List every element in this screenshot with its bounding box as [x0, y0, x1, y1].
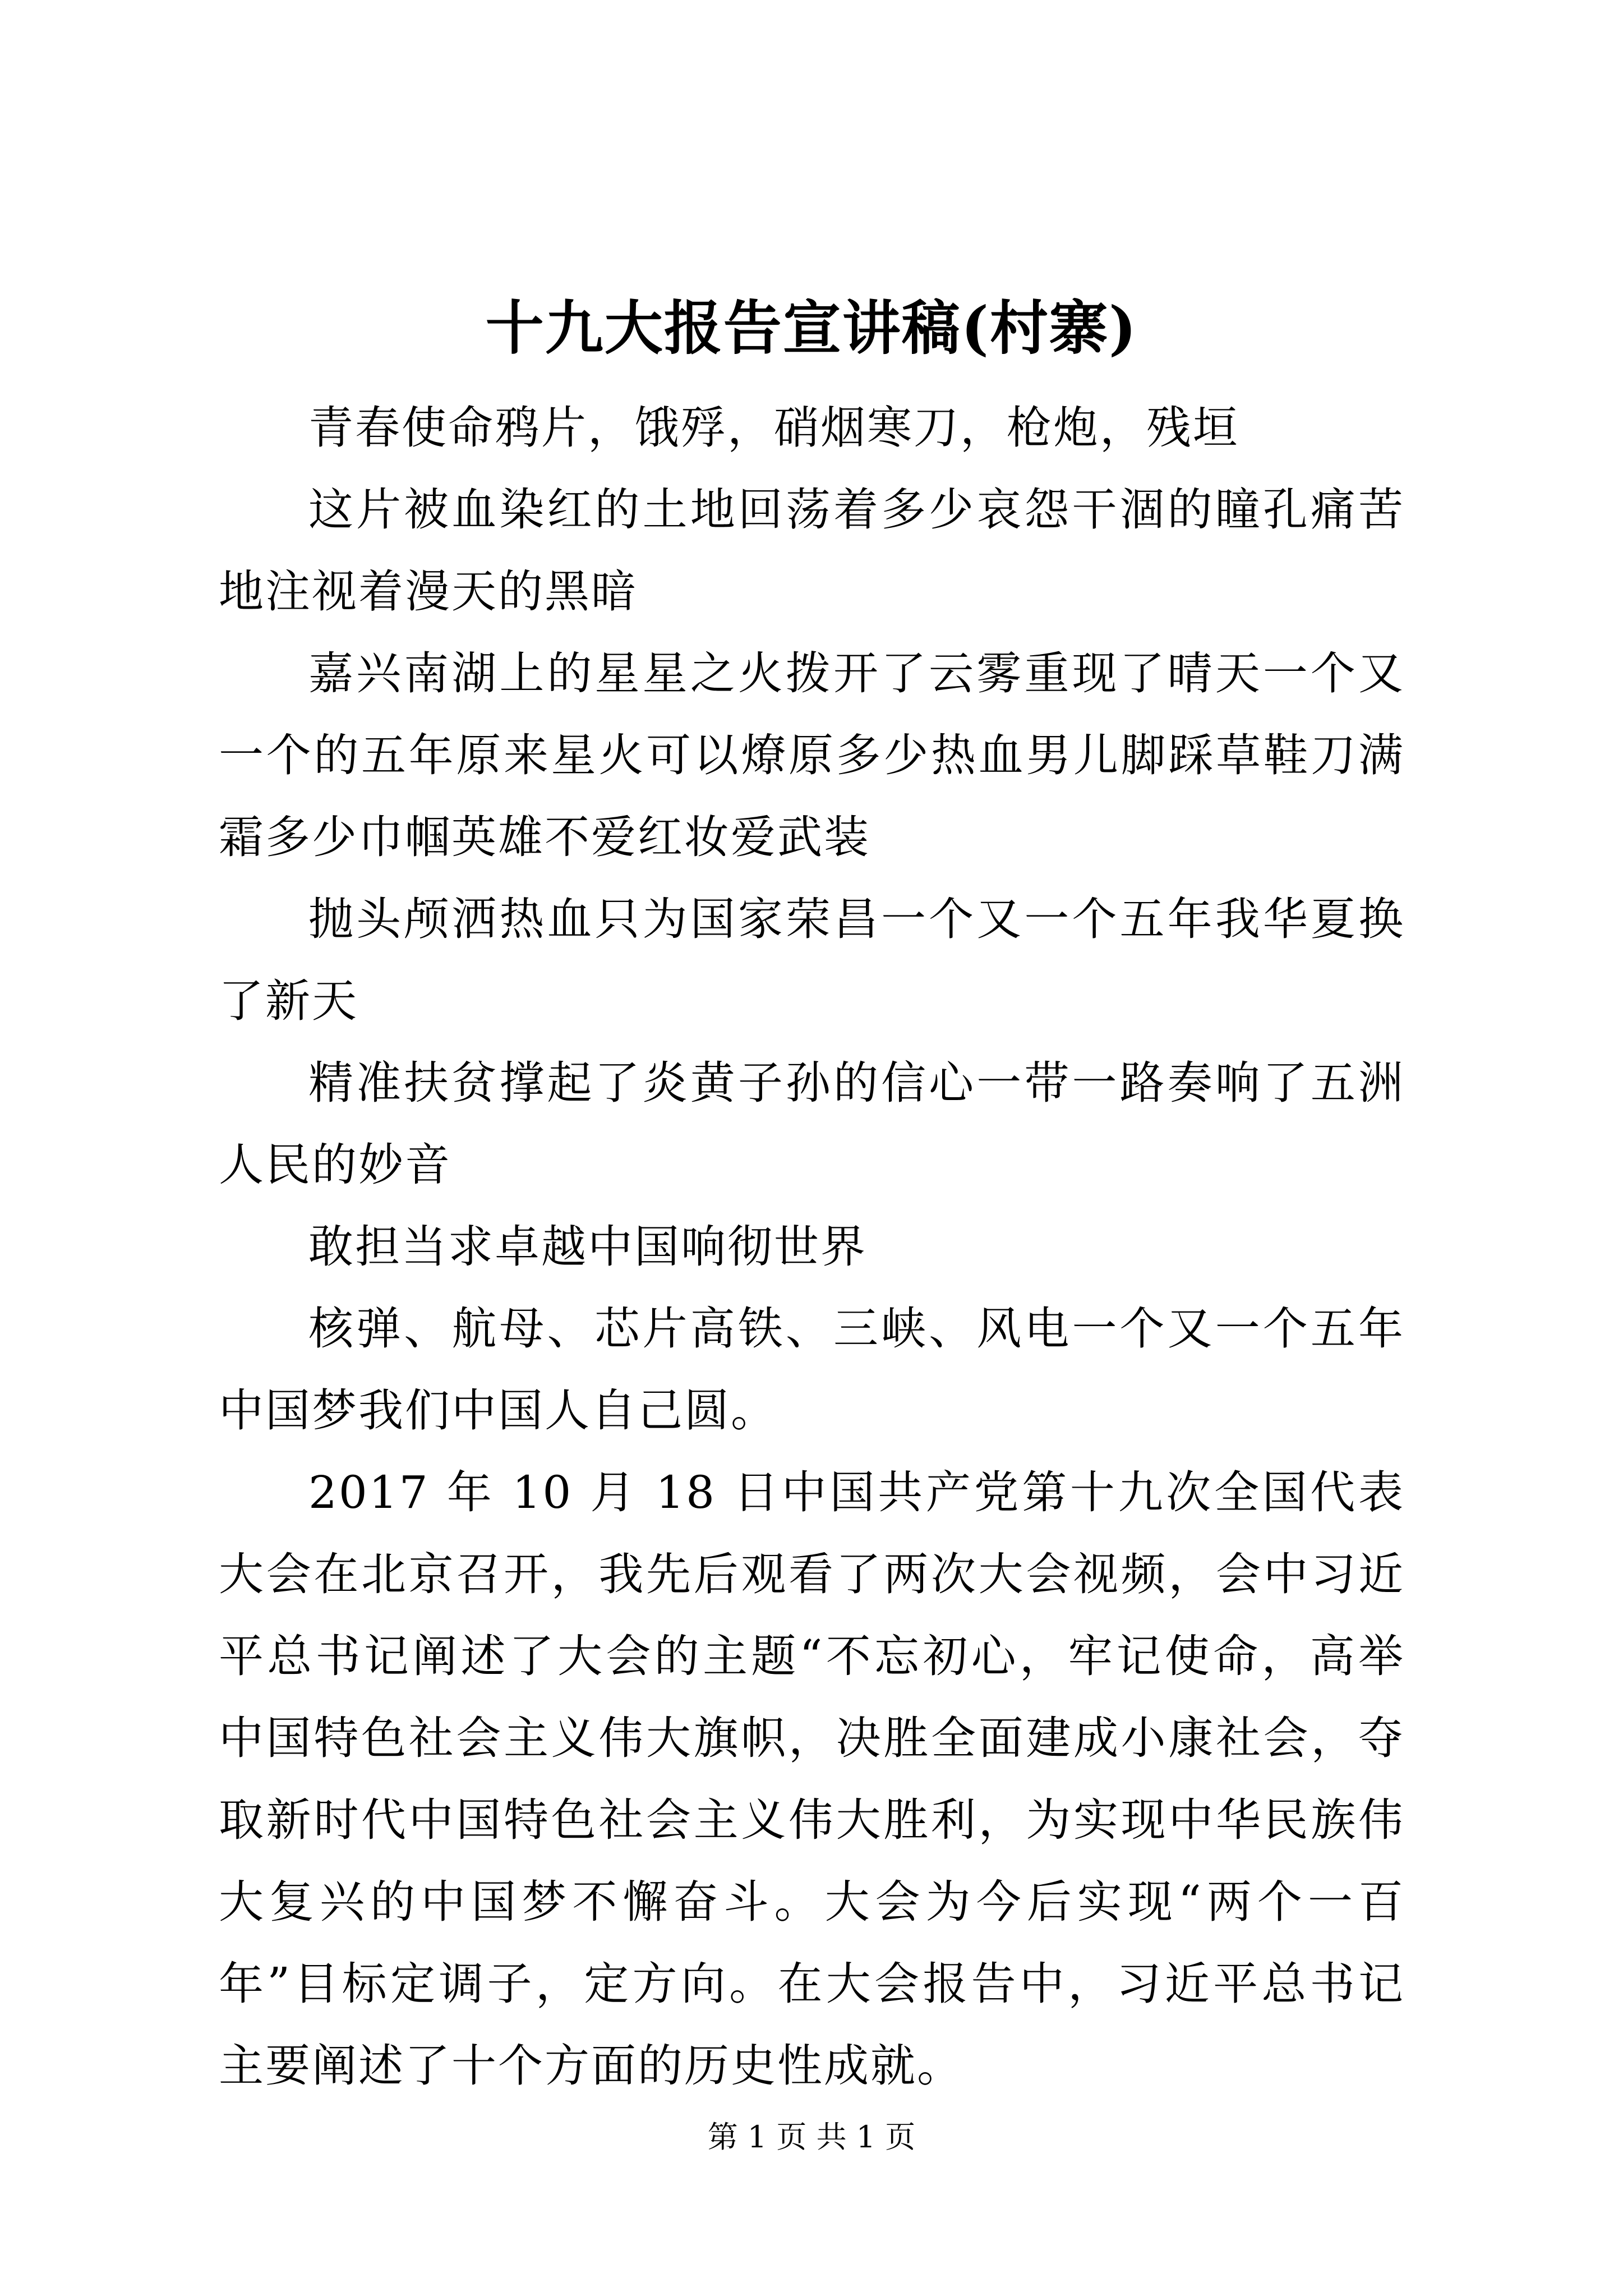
document-title: 十九大报告宣讲稿(村寨)	[485, 293, 1138, 362]
page-footer: 第 1 页 共 1 页	[707, 2119, 916, 2155]
paragraph-5: 精准扶贫撑起了炎黄子孙的信心一带一路奏响了五洲人民的妙音	[219, 1057, 1405, 1191]
paragraph-8: 2017 年 10 月 18 日中国共产党第十九次全国代表大会在北京召开，我先后观看了两次大会视频，会中习近平总书记阐述了大会的主题“不忘初心，牢记使命，高举中国特色社会主义伟大旗帜，决胜全面建成小康社会，夺取新时代中国特色社会主义伟大胜利，为实现中华民族伟大复兴的中国梦不懈奋斗。大会为今后实现“两个一百年”目标定调子，定方向。在大会报告中，习近平总书记主要阐述了十个方面的历史性成就。	[219, 1466, 1405, 2092]
paragraph-3: 嘉兴南湖上的星星之火拨开了云雾重现了晴天一个又一个的五年原来星火可以燎原多少热血男儿脚踩草鞋刀满霜多少巾帼英雄不爱红妆爱武装	[219, 647, 1405, 863]
paragraph-4: 抛头颅洒热血只为国家荣昌一个又一个五年我华夏换了新天	[219, 893, 1405, 1027]
paragraph-7: 核弹、航母、芯片高铁、三峡、风电一个又一个五年中国梦我们中国人自己圆。	[219, 1303, 1405, 1437]
paragraph-6: 敢担当求卓越中国响彻世界	[308, 1221, 867, 1273]
paragraph-2: 这片被血染红的土地回荡着多少哀怨干涸的瞳孔痛苦地注视着漫天的黑暗	[219, 484, 1405, 618]
paragraph-1: 青春使命鸦片，饿殍，硝烟寒刀，枪炮，残垣	[308, 402, 1239, 454]
document-body	[219, 387, 1405, 2107]
